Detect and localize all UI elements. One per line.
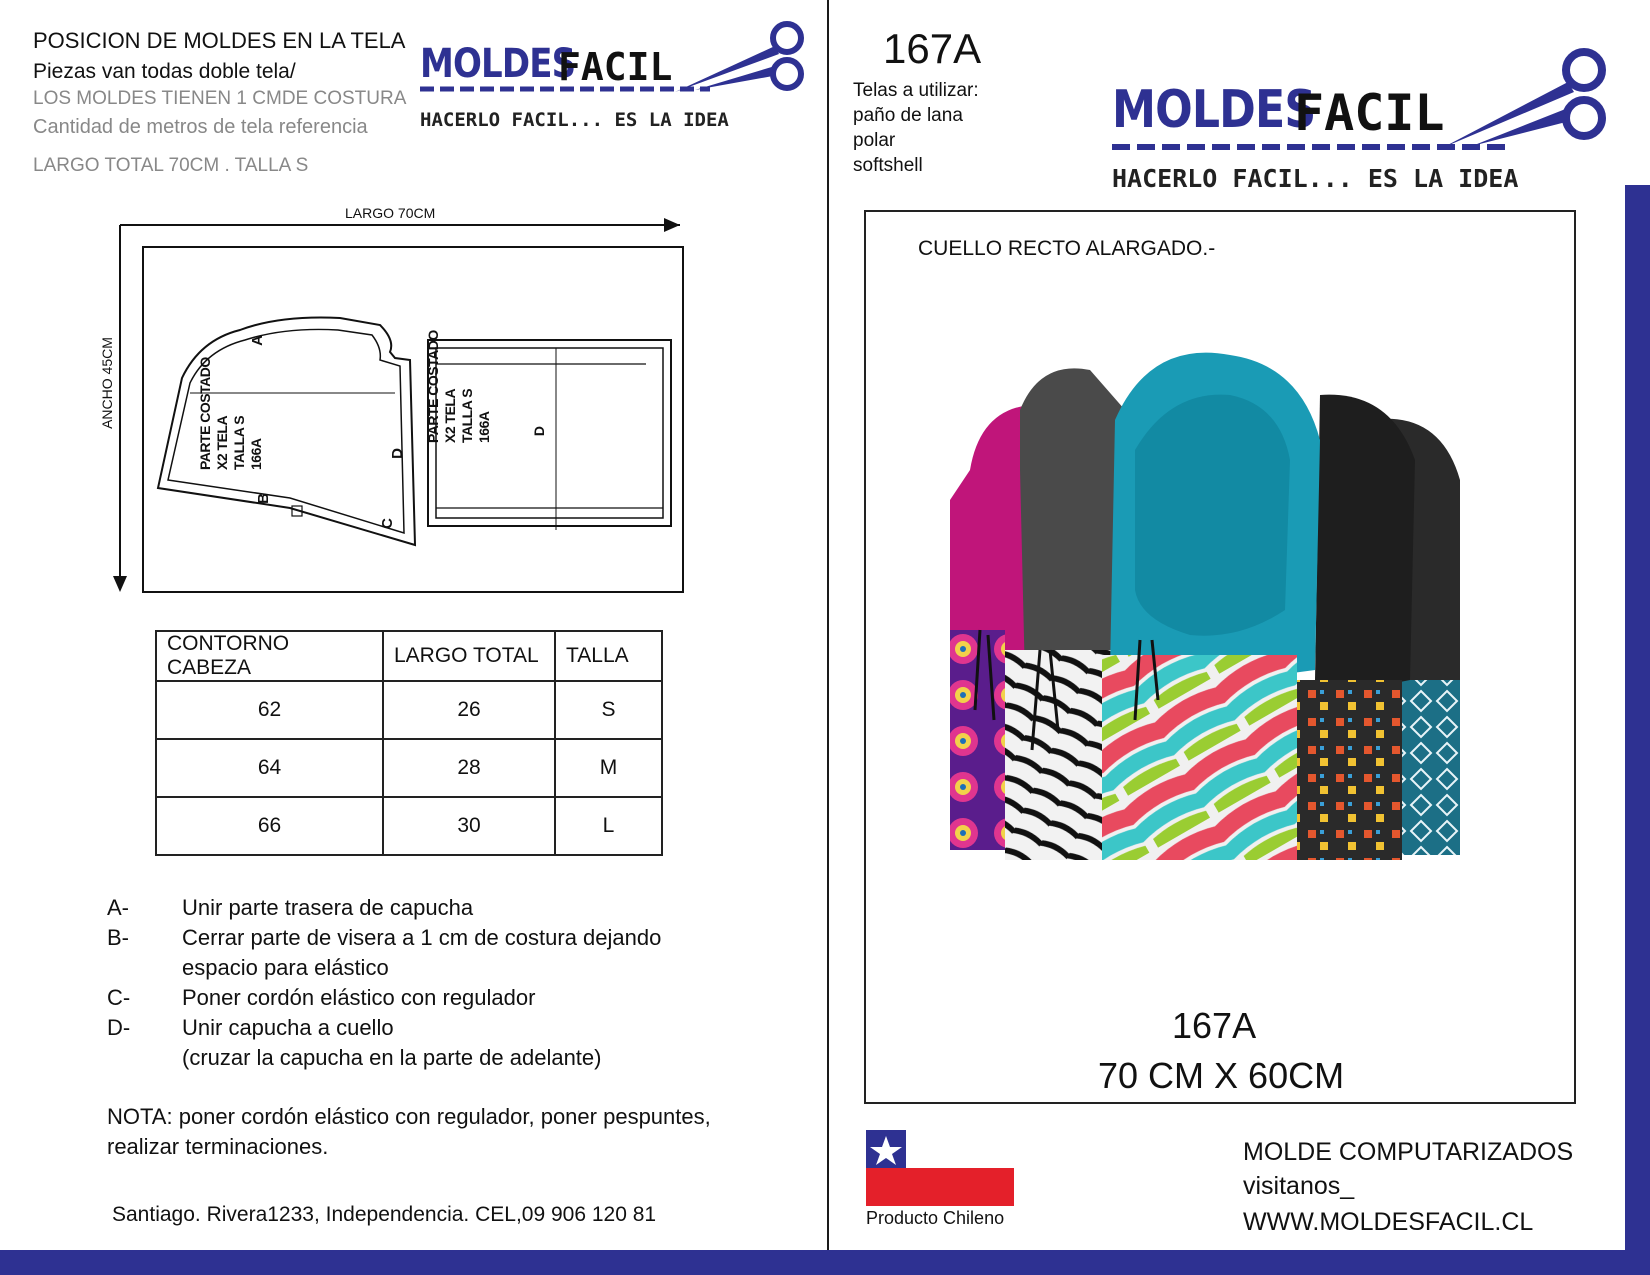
website-link[interactable]: WWW.MOLDESFACIL.CL: [1243, 1208, 1534, 1236]
header-line-1: POSICION DE MOLDES EN LA TELA: [33, 28, 406, 53]
fabric-item: paño de lana: [853, 105, 963, 126]
piece2-mark: D: [531, 425, 548, 437]
fabric-item: polar: [853, 130, 896, 151]
table-cell: 62: [156, 681, 383, 739]
header-contorno: CONTORNO CABEZA: [156, 631, 383, 681]
logo-dashes: [420, 85, 710, 93]
table-cell: 30: [383, 797, 555, 855]
header-line-3: LOS MOLDES TIENEN 1 CMDE COSTURA: [33, 88, 407, 109]
header-line-5: LARGO TOTAL 70CM . TALLA S: [33, 155, 309, 176]
hood-product-image: [940, 350, 1515, 900]
piece1-line1: PARTE COSTADO: [197, 357, 213, 470]
instruction-key: A-: [107, 895, 129, 920]
instruction-key: D-: [107, 1015, 131, 1040]
web-line-2: visitanos_: [1243, 1172, 1355, 1200]
instruction-item: [107, 1045, 601, 1071]
instruction-item: [107, 925, 661, 951]
piece1-labels: [197, 340, 307, 470]
piece2-line3: TALLA S: [459, 388, 475, 443]
logo-brand-b: FACIL: [558, 45, 673, 89]
piece2-line1: PARTE COSTADO: [425, 330, 441, 443]
mark-a: A: [248, 335, 266, 346]
instruction-text: Cerrar parte de visera a 1 cm de costura dejando: [182, 925, 662, 950]
table-row: [156, 681, 662, 739]
note: NOTA: poner cordón elástico con regulador, poner pespuntes, realizar terminaciones.: [107, 1104, 711, 1159]
fabric-item: softshell: [853, 155, 923, 176]
model-size: 70 CM X 60CM: [1098, 1055, 1345, 1096]
mark-d: D: [388, 448, 406, 459]
bottom-blue-bar: [0, 1250, 1650, 1275]
instruction-text: (cruzar la capucha en la parte de adelante): [182, 1045, 602, 1070]
fabrics-title: Telas a utilizar:: [853, 80, 979, 101]
table-cell: 26: [383, 681, 555, 739]
instruction-text: Unir parte trasera de capucha: [182, 895, 474, 920]
logo-small: [420, 35, 810, 135]
page-divider: [827, 0, 829, 1275]
table-cell: 28: [383, 739, 555, 797]
table-cell: S: [555, 681, 662, 739]
instruction-text: Unir capucha a cuello: [182, 1015, 394, 1040]
piece1-line4: 166A: [248, 438, 264, 470]
instruction-text: Poner cordón elástico con regulador: [182, 985, 536, 1010]
scissors-icon: [1442, 30, 1622, 160]
chile-flag-icon: [866, 1130, 1014, 1206]
header-largo: LARGO TOTAL: [383, 631, 555, 681]
logo-slogan: HACERLO FACIL... ES LA IDEA: [1112, 164, 1519, 193]
instruction-key: C-: [107, 985, 131, 1010]
piece1-line3: TALLA S: [231, 415, 247, 470]
piece2-line4: 166A: [476, 411, 492, 443]
header-talla: TALLA: [555, 631, 662, 681]
fabric-layout-diagram: [90, 200, 700, 600]
model-code-top: 167A: [883, 25, 982, 72]
piece2-line2: X2 TELA: [442, 388, 458, 443]
logo-large: [1112, 40, 1612, 200]
flag-caption: Producto Chileno: [866, 1208, 1005, 1228]
instruction-item: [107, 895, 473, 921]
model-code-bottom: 167A: [1172, 1005, 1257, 1046]
width-label: ANCHO 45CM: [99, 337, 115, 429]
logo-dashes: [1112, 142, 1512, 152]
web-line-1: MOLDE COMPUTARIZADOS: [1243, 1138, 1574, 1166]
table-cell: L: [555, 797, 662, 855]
table-row: [156, 797, 662, 855]
length-label: LARGO 70CM: [345, 205, 436, 221]
mark-c: C: [378, 518, 396, 529]
instruction-item: [107, 1015, 394, 1041]
table-header-row: [156, 631, 662, 681]
size-table: [155, 630, 663, 856]
instruction-item: [107, 955, 389, 981]
piece1-line2: X2 TELA: [214, 415, 230, 470]
instruction-key: B-: [107, 925, 129, 950]
table-cell: 64: [156, 739, 383, 797]
logo-slogan: HACERLO FACIL... ES LA IDEA: [420, 109, 729, 131]
table-cell: 66: [156, 797, 383, 855]
logo-brand-b: FACIL: [1294, 84, 1445, 142]
instruction-item: [107, 985, 535, 1011]
right-blue-bar: [1625, 185, 1650, 1275]
instruction-text: espacio para elástico: [182, 955, 389, 980]
address: Santiago. Rivera1233, Independencia. CEL,09 906 120 81: [112, 1203, 657, 1226]
style-title: CUELLO RECTO ALARGADO.-: [918, 237, 1216, 260]
header-line-2: Piezas van todas doble tela/: [33, 60, 296, 83]
table-cell: M: [555, 739, 662, 797]
logo-brand-a: MOLDES: [420, 41, 576, 87]
mark-b: B: [254, 493, 272, 504]
logo-brand-a: MOLDES: [1112, 80, 1316, 140]
table-row: [156, 739, 662, 797]
header-line-4: Cantidad de metros de tela referencia: [33, 116, 368, 138]
